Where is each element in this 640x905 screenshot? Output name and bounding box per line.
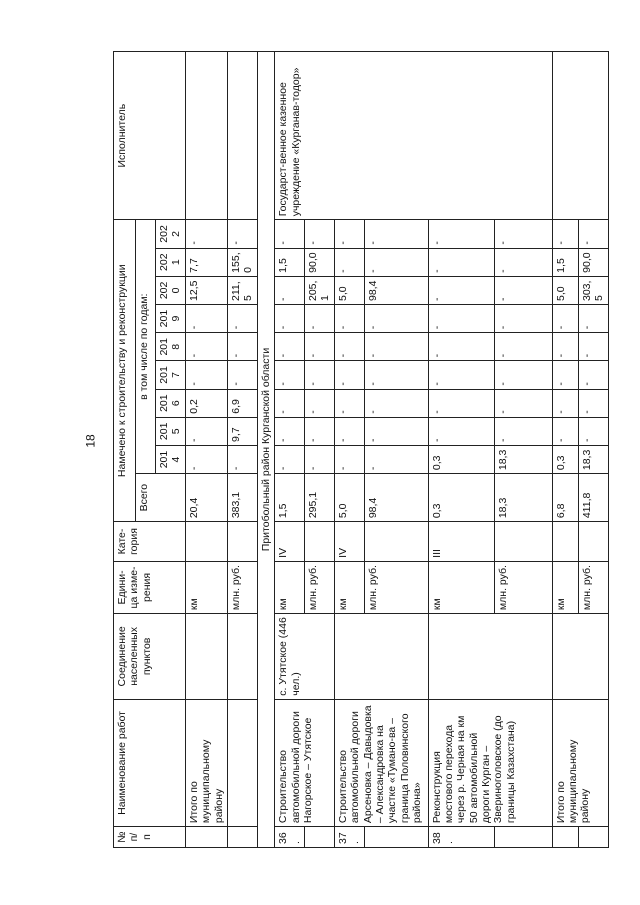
cell-year-value: - <box>305 220 335 248</box>
cell-year-value: - <box>275 445 305 473</box>
cell-year-value: - <box>227 305 257 333</box>
cell-unit: млн. руб. <box>494 561 552 613</box>
cell-unit: млн. руб. <box>578 561 608 613</box>
cell-year-value: - <box>275 276 305 304</box>
cell-num <box>578 827 608 848</box>
cell-unit: км <box>428 561 494 613</box>
cell-year-value: - <box>305 305 335 333</box>
cell-year-value: - <box>185 220 227 248</box>
cell-year-value: 1,5 <box>552 248 578 276</box>
cell-year-value: - <box>334 445 364 473</box>
cell-executor <box>227 52 257 220</box>
cell-year-value: - <box>428 417 494 445</box>
cell-category: IV <box>275 522 305 562</box>
cell-unit: млн. руб. <box>305 561 335 613</box>
header-year: 2016 <box>156 389 186 417</box>
cell-num <box>227 827 257 848</box>
cell-year-value: - <box>334 220 364 248</box>
cell-year-value: - <box>364 361 428 389</box>
cell-year-value: 5,0 <box>334 276 364 304</box>
cell-category <box>552 522 578 562</box>
cell-year-value: 6,9 <box>227 389 257 417</box>
cell-year-value: - <box>364 305 428 333</box>
cell-connection <box>334 614 428 700</box>
cell-num <box>494 827 552 848</box>
cell-year-value: - <box>578 333 608 361</box>
cell-unit: млн. руб. <box>227 561 257 613</box>
cell-year-value: - <box>552 361 578 389</box>
cell-total: 411,8 <box>578 474 608 522</box>
cell-num: 36. <box>275 827 305 848</box>
cell-year-value: - <box>305 445 335 473</box>
cell-name: Реконструкция мостового перехода через р. Черная на км 50 автомобильной дороги Курган – Звериноголовское (до границы Казахстана) <box>428 699 552 826</box>
cell-connection <box>428 614 552 700</box>
cell-year-value: - <box>428 305 494 333</box>
cell-year-value: - <box>494 248 552 276</box>
header-year: 2019 <box>156 305 186 333</box>
cell-year-value: - <box>552 417 578 445</box>
region-row <box>257 52 274 848</box>
cell-total: 0,3 <box>428 474 494 522</box>
header-year: 2021 <box>156 248 186 276</box>
header-unit: Едини-ца изме-рения <box>114 561 186 613</box>
cell-unit: км <box>275 561 305 613</box>
cell-year-value: - <box>227 220 257 248</box>
cell-year-value: - <box>494 389 552 417</box>
table-row <box>275 52 305 848</box>
cell-num <box>185 827 227 848</box>
cell-year-value: - <box>578 389 608 417</box>
cell-year-value: - <box>334 333 364 361</box>
header-planned: Намечено к строительству и реконструкции <box>114 220 136 522</box>
cell-year-value: - <box>334 389 364 417</box>
cell-name <box>227 699 257 826</box>
cell-num <box>364 827 428 848</box>
table-row <box>552 52 578 848</box>
header-connection: Соединение населенных пунктов <box>114 614 186 700</box>
cell-year-value: - <box>552 333 578 361</box>
cell-year-value: - <box>334 361 364 389</box>
cell-year-value: - <box>578 417 608 445</box>
cell-year-value: 155,0 <box>227 248 257 276</box>
header-name: Наименование работ <box>114 699 186 826</box>
cell-year-value: 90,0 <box>305 248 335 276</box>
cell-year-value: 205,1 <box>305 276 335 304</box>
cell-category <box>305 522 335 562</box>
cell-connection <box>185 614 227 700</box>
header-year: 2018 <box>156 333 186 361</box>
cell-num: 37. <box>334 827 364 848</box>
header-year: 2015 <box>156 417 186 445</box>
cell-year-value: 5,0 <box>552 276 578 304</box>
cell-total: 20,4 <box>185 474 227 522</box>
cell-year-value: - <box>227 445 257 473</box>
cell-name: Итого по муниципальному району <box>185 699 227 826</box>
cell-year-value: - <box>275 389 305 417</box>
cell-year-value: - <box>185 417 227 445</box>
cell-category <box>185 522 227 562</box>
cell-num <box>305 827 335 848</box>
cell-num: 38. <box>428 827 494 848</box>
cell-year-value: - <box>305 417 335 445</box>
cell-year-value: 0,2 <box>185 389 227 417</box>
cell-year-value: - <box>364 333 428 361</box>
cell-executor <box>185 52 227 220</box>
table-row <box>185 52 227 848</box>
cell-year-value: - <box>552 389 578 417</box>
cell-year-value: - <box>428 276 494 304</box>
cell-year-value: - <box>494 417 552 445</box>
cell-year-value: - <box>552 305 578 333</box>
cell-year-value: - <box>428 333 494 361</box>
header-year: 2017 <box>156 361 186 389</box>
cell-year-value: 0,3 <box>552 445 578 473</box>
cell-category: IV <box>334 522 364 562</box>
header-category: Кате-гория <box>114 522 186 562</box>
cell-year-value: 12,5 <box>185 276 227 304</box>
cell-total: 5,0 <box>334 474 364 522</box>
cell-year-value: 303,5 <box>578 276 608 304</box>
cell-year-value: - <box>275 361 305 389</box>
cell-year-value: - <box>275 220 305 248</box>
cell-year-value: - <box>185 333 227 361</box>
cell-total: 295,1 <box>305 474 335 522</box>
cell-year-value: - <box>185 361 227 389</box>
cell-year-value: - <box>494 361 552 389</box>
cell-unit: км <box>185 561 227 613</box>
cell-year-value: - <box>428 220 494 248</box>
page-number: 18 <box>83 434 98 448</box>
cell-year-value: - <box>305 361 335 389</box>
cell-year-value: 98,4 <box>364 276 428 304</box>
region-heading: Притобольный район Курганской области <box>257 52 274 848</box>
cell-year-value: - <box>364 389 428 417</box>
header-year: 2020 <box>156 276 186 304</box>
cell-year-value: - <box>494 220 552 248</box>
cell-year-value: - <box>364 220 428 248</box>
cell-year-value: - <box>305 333 335 361</box>
cell-year-value: - <box>334 417 364 445</box>
cell-connection: с. Утятское (446 чел.) <box>275 614 335 700</box>
cell-unit: км <box>552 561 578 613</box>
cell-total: 98,4 <box>364 474 428 522</box>
cell-year-value: - <box>578 305 608 333</box>
cell-year-value: - <box>428 248 494 276</box>
cell-year-value: 7,7 <box>185 248 227 276</box>
cell-category <box>364 522 428 562</box>
cell-category: III <box>428 522 494 562</box>
cell-connection <box>227 614 257 700</box>
cell-category <box>578 522 608 562</box>
cell-year-value: - <box>494 276 552 304</box>
table-row <box>227 52 257 848</box>
cell-year-value: - <box>227 333 257 361</box>
cell-year-value: - <box>305 389 335 417</box>
cell-executor: Государст-венное казенное учреждение «Курганав-тодор» <box>275 52 552 220</box>
cell-year-value: - <box>578 361 608 389</box>
rotated-table-container <box>113 51 605 848</box>
cell-total: 1,5 <box>275 474 305 522</box>
cell-year-value: - <box>494 333 552 361</box>
cell-total: 6,8 <box>552 474 578 522</box>
cell-unit: км <box>334 561 364 613</box>
cell-total: 383,1 <box>227 474 257 522</box>
cell-name: Итого по муниципальному району <box>552 699 608 826</box>
cell-year-value: - <box>494 305 552 333</box>
cell-year-value: 0,3 <box>428 445 494 473</box>
cell-year-value: 18,3 <box>494 445 552 473</box>
cell-category <box>494 522 552 562</box>
header-year: 2014 <box>156 445 186 473</box>
cell-year-value: - <box>364 445 428 473</box>
cell-name: Строительство автомобильной дороги Арсеновка – Давыдовка – Александровка на участке «Тумано-ва – граница Половинского района» <box>334 699 428 826</box>
cell-year-value: 211,5 <box>227 276 257 304</box>
cell-connection <box>552 614 608 700</box>
cell-year-value: - <box>364 248 428 276</box>
cell-year-value: - <box>185 305 227 333</box>
cell-executor <box>552 52 608 220</box>
cell-year-value: 90,0 <box>578 248 608 276</box>
cell-num <box>552 827 578 848</box>
header-by-years: в том числе по годам: <box>136 220 156 474</box>
cell-year-value: - <box>428 361 494 389</box>
header-year: 2022 <box>156 220 186 248</box>
header-executor: Исполнитель <box>114 52 186 220</box>
cell-year-value: - <box>578 220 608 248</box>
cell-year-value: - <box>275 333 305 361</box>
cell-year-value: - <box>185 445 227 473</box>
cell-year-value: - <box>334 305 364 333</box>
cell-year-value: - <box>552 220 578 248</box>
cell-year-value: - <box>275 417 305 445</box>
roads-table <box>113 51 609 848</box>
cell-year-value: 1,5 <box>275 248 305 276</box>
cell-year-value: - <box>334 248 364 276</box>
cell-year-value: - <box>227 361 257 389</box>
cell-unit: млн. руб. <box>364 561 428 613</box>
cell-year-value: - <box>428 389 494 417</box>
cell-category <box>227 522 257 562</box>
cell-name: Строительство автомобильной дороги Нагорское – Утятское <box>275 699 335 826</box>
header-num: № п/п <box>114 827 186 848</box>
cell-total: 18,3 <box>494 474 552 522</box>
cell-year-value: - <box>275 305 305 333</box>
cell-year-value: - <box>364 417 428 445</box>
cell-year-value: 9,7 <box>227 417 257 445</box>
cell-year-value: 18,3 <box>578 445 608 473</box>
header-total: Всего <box>136 474 186 522</box>
